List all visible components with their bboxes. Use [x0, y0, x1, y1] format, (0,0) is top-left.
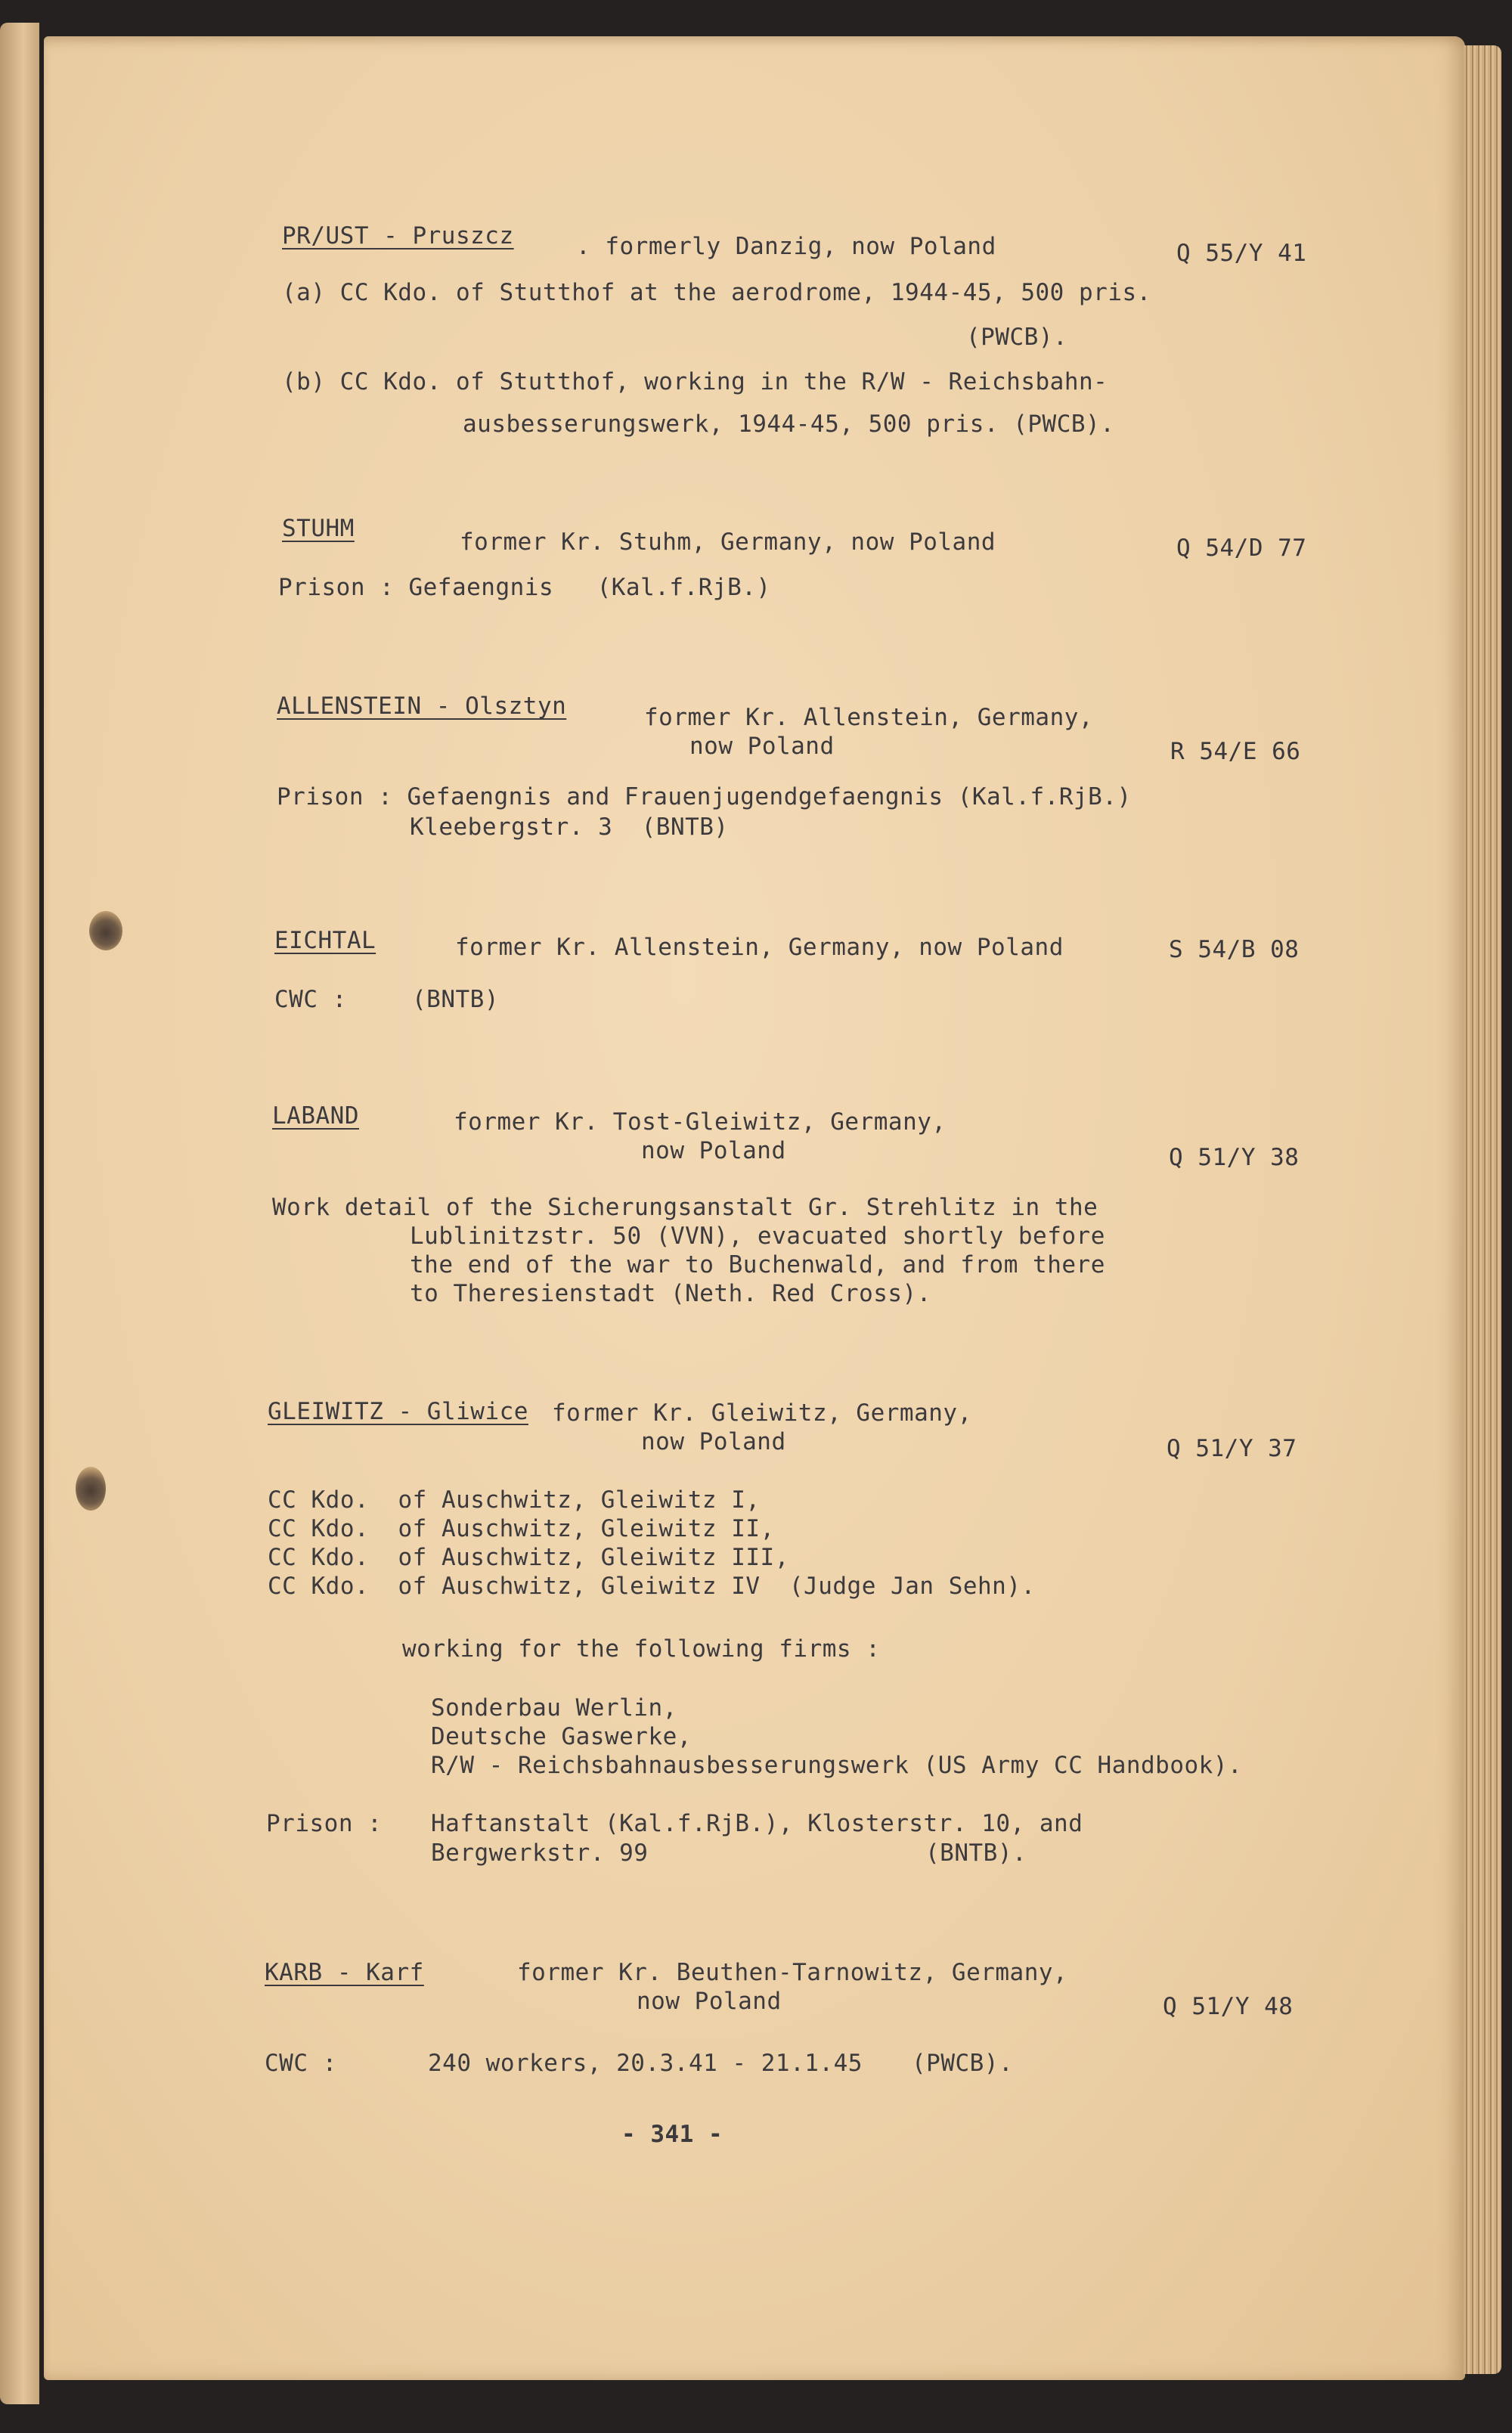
- entry-line: working for the following firms :: [402, 1635, 881, 1663]
- entry-line: Work detail of the Sicherungsanstalt Gr. Strehlitz in the: [272, 1194, 1098, 1221]
- entry-reference: Q 51/Y 38: [1169, 1144, 1300, 1171]
- entry-name: PR/UST - Pruszcz: [282, 222, 514, 249]
- entry-line: Haftanstalt (Kal.f.RjB.), Klosterstr. 10, and: [431, 1810, 1083, 1837]
- entry-line: Prison : Gefaengnis (Kal.f.RjB.): [278, 574, 771, 601]
- entry-line: Prison :: [266, 1810, 383, 1837]
- entry-location: former Kr. Beuthen-Tarnowitz, Germany,: [517, 1959, 1068, 1986]
- entry-line: Prison : Gefaengnis and Frauenjugendgefaengnis (Kal.f.RjB.): [277, 783, 1132, 810]
- entry-line: (BNTB): [412, 986, 499, 1013]
- entry-line: to Theresienstadt (Neth. Red Cross).: [410, 1280, 931, 1307]
- entry-reference: Q 51/Y 37: [1167, 1435, 1297, 1462]
- punch-hole: [76, 1467, 106, 1511]
- punch-hole: [89, 911, 122, 950]
- entry-line: CWC :: [274, 986, 347, 1013]
- entry-line: Lublinitzstr. 50 (VVN), evacuated shortly before: [410, 1223, 1105, 1250]
- entry-line: Bergwerkstr. 99: [431, 1839, 649, 1867]
- entry-reference: Q 55/Y 41: [1176, 240, 1307, 267]
- entry-location: . formerly Danzig, now Poland: [576, 233, 996, 260]
- entry-line: (PWCB).: [912, 2050, 1014, 2077]
- entry-name: STUHM: [282, 515, 355, 542]
- entry-name: LABAND: [272, 1102, 359, 1130]
- entry-reference: S 54/B 08: [1169, 936, 1300, 963]
- facing-page-edge: [0, 23, 39, 2404]
- entry-location-continued: now Poland: [689, 733, 835, 760]
- entry-reference: Q 51/Y 48: [1163, 1993, 1294, 2020]
- entry-line: CC Kdo. of Auschwitz, Gleiwitz I,: [268, 1486, 761, 1514]
- entry-line: CWC :: [265, 2050, 337, 2077]
- page-number: - 341 -: [621, 2121, 723, 2148]
- entry-line: CC Kdo. of Auschwitz, Gleiwitz IV (Judge Jan Sehn).: [268, 1573, 1036, 1600]
- entry-line: the end of the war to Buchenwald, and from there: [410, 1251, 1105, 1278]
- entry-line: ausbesserungswerk, 1944-45, 500 pris. (PWCB).: [463, 411, 1115, 438]
- entry-reference: R 54/E 66: [1170, 738, 1301, 765]
- entry-location: former Kr. Tost-Gleiwitz, Germany,: [454, 1108, 947, 1136]
- entry-name: ALLENSTEIN - Olsztyn: [277, 693, 567, 720]
- entry-line: (b) CC Kdo. of Stutthof, working in the R/W - Reichsbahn-: [282, 368, 1108, 395]
- entry-line: Kleebergstr. 3 (BNTB): [410, 814, 729, 841]
- entry-location: former Kr. Allenstein, Germany,: [644, 704, 1094, 731]
- entry-location-continued: now Poland: [641, 1137, 786, 1164]
- entry-location: former Kr. Allenstein, Germany, now Poland: [455, 934, 1064, 961]
- entry-reference: Q 54/D 77: [1176, 535, 1307, 562]
- entry-line: (PWCB).: [966, 324, 1068, 351]
- entry-name: GLEIWITZ - Gliwice: [268, 1398, 528, 1425]
- entry-line: 240 workers, 20.3.41 - 21.1.45: [428, 2050, 863, 2077]
- entry-location: former Kr. Gleiwitz, Germany,: [552, 1399, 972, 1427]
- entry-line: R/W - Reichsbahnausbesserungswerk (US Army CC Handbook).: [431, 1752, 1243, 1779]
- entry-line: (BNTB).: [925, 1839, 1027, 1867]
- entry-name: KARB - Karf: [265, 1959, 424, 1986]
- entry-line: Sonderbau Werlin,: [431, 1694, 677, 1722]
- entry-location: former Kr. Stuhm, Germany, now Poland: [460, 528, 996, 556]
- entry-line: (a) CC Kdo. of Stutthof at the aerodrome, 1944-45, 500 pris.: [282, 279, 1151, 306]
- entry-line: CC Kdo. of Auschwitz, Gleiwitz II,: [268, 1515, 775, 1542]
- entry-line: Deutsche Gaswerke,: [431, 1723, 692, 1750]
- entry-line: CC Kdo. of Auschwitz, Gleiwitz III,: [268, 1544, 789, 1571]
- page-stack-edges: [1464, 45, 1501, 2374]
- entry-location-continued: now Poland: [641, 1428, 786, 1455]
- entry-name: EICHTAL: [274, 927, 376, 954]
- entry-location-continued: now Poland: [637, 1988, 782, 2015]
